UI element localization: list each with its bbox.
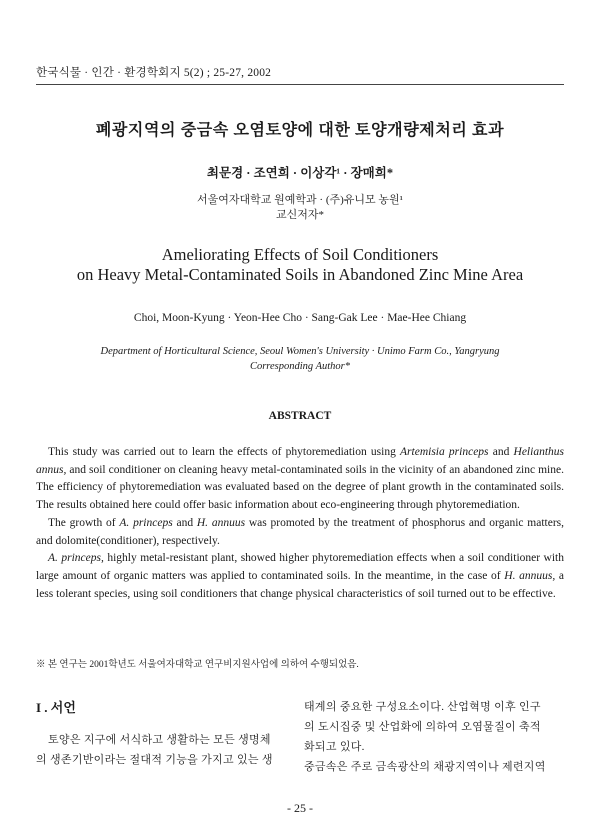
english-title-line-1: Ameliorating Effects of Soil Conditioners — [161, 245, 439, 264]
english-title — [0, 245, 600, 285]
abstract-heading: ABSTRACT — [268, 410, 332, 422]
header-rule — [36, 84, 564, 85]
abstract-text: was promoted by the treatment of phosphorus and organic matters, and dolomite(conditioner), respectively. — [36, 516, 564, 547]
body-line: 토양은 지구에 서식하고 생활하는 모든 생명체 — [48, 734, 271, 746]
abstract-text: The growth of — [48, 516, 120, 529]
species-name: A. princeps, — [48, 552, 104, 565]
korean-authors: 최문경 · 조연희 · 이상각¹ · 장매희* — [206, 166, 394, 180]
korean-affiliation — [0, 193, 600, 223]
species-name: Helianthus annus, — [36, 446, 564, 476]
journal-citation: 한국식물 · 인간 · 환경학회지 5(2) ; 25-27, 2002 — [36, 67, 272, 79]
abstract-text: This study was carried out to learn the effects of phytoremediation using — [48, 446, 401, 458]
funding-footnote: ※ 본 연구는 2001학년도 서울여자대학교 연구비지원사업에 의하여 수행되었음. — [36, 660, 359, 670]
english-title-line-2: on Heavy Metal-Contaminated Soils in Abandoned Zinc Mine Area — [76, 265, 524, 284]
english-affiliation-line: Department of Horticultural Science, Seoul Women's University · Unimo Farm Co., Yangryung — [100, 346, 500, 357]
body-column-left — [36, 697, 281, 770]
abstract-text: highly metal-resistant plant, showed higher phytoremediation effects when a soil conditioner with large amount of organic matters was applied to contaminated soils. In the meantime, in the case of — [36, 552, 564, 582]
body-line: 의 도시집중 및 산업화에 의하여 오염물질이 축적 — [304, 721, 541, 733]
species-name: Artemisia princeps — [400, 446, 489, 458]
abstract-text: and soil conditioner on cleaning heavy metal-contaminated soils in the vicinity of an abandoned zinc mine. The efficiency of phytoremediation was evaluated based on the degree of plant growth in the contaminated soils. The results obtained here could offer basic information about eco-engineering through phytoremediation. — [36, 463, 564, 512]
abstract-body — [36, 444, 564, 603]
english-affiliation — [0, 344, 600, 374]
korean-affiliation-line: 서울여자대학교 원예학과 · (주)유니모 농원¹ — [197, 194, 403, 206]
abstract-text: and — [172, 516, 197, 529]
species-name: H. annuus — [196, 516, 246, 529]
corresponding-author-korean: 교신저자* — [275, 209, 324, 221]
body-line: 화되고 있다. — [304, 741, 365, 753]
abstract-text: a less tolerant species, using soil conditioners that change physical characteristics of soil turned out to be effective. — [36, 569, 565, 600]
species-name: A. princeps — [119, 516, 173, 529]
english-authors: Choi, Moon-Kyung · Yeon-Hee Cho · Sang-Gak Lee · Mae-Hee Chiang — [133, 312, 467, 324]
abstract-paragraph-2 — [36, 515, 564, 550]
body-line: 태계의 중요한 구성요소이다. 산업혁명 이후 인구 — [304, 701, 541, 713]
body-column-right — [304, 697, 564, 777]
korean-title: 폐광지역의 중금속 오염토양에 대한 토양개량제처리 효과 — [95, 122, 505, 139]
body-line: 중금속은 주로 금속광산의 채광지역이나 제련지역 — [304, 761, 546, 773]
abstract-paragraph-3 — [36, 550, 564, 603]
species-name: H. annuus, — [504, 569, 556, 582]
section-heading-introduction: I . 서언 — [36, 700, 76, 715]
body-line: 의 생존기반이라는 절대적 기능을 가지고 있는 생 — [36, 754, 273, 766]
page-number: - 25 - — [287, 801, 313, 815]
abstract-text: and — [488, 446, 514, 458]
abstract-paragraph-1 — [36, 444, 564, 515]
corresponding-author-english: Corresponding Author* — [249, 361, 351, 372]
